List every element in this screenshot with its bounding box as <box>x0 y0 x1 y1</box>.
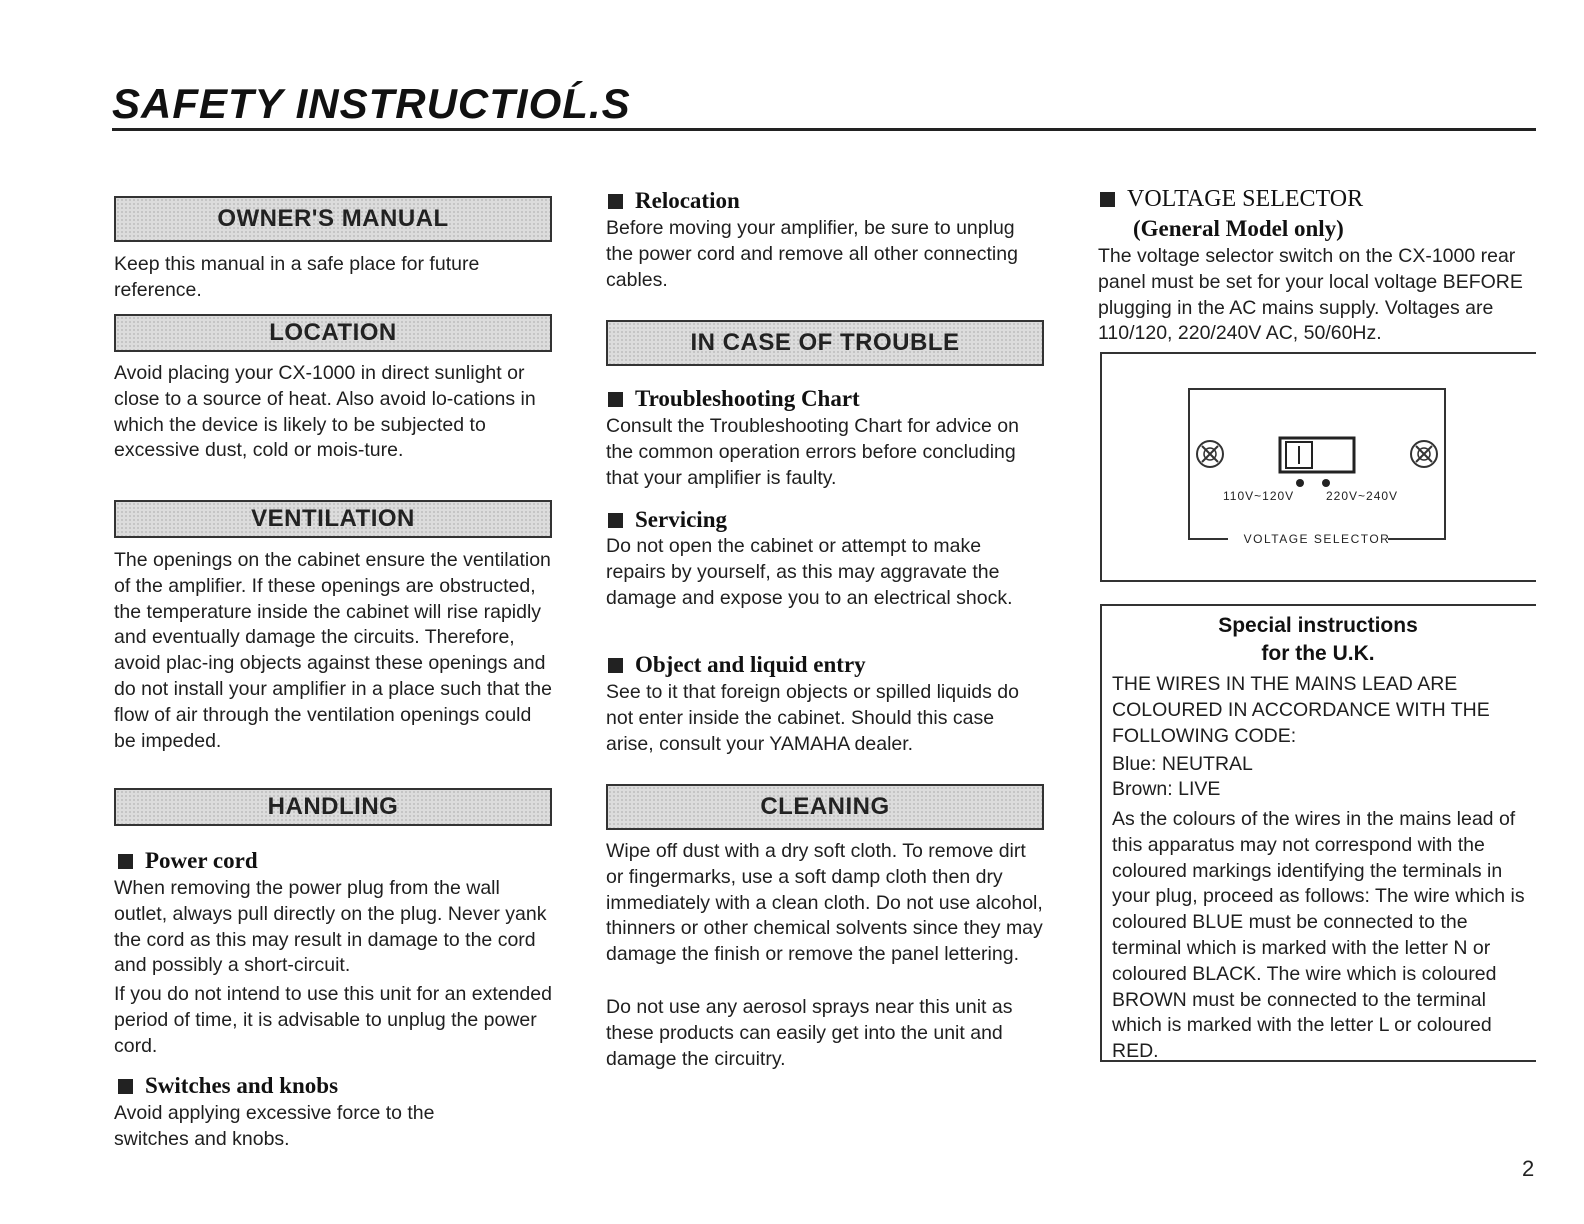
object-liquid-text: See to it that foreign objects or spilled liquids do not enter inside the cabinet. Should this case arise, consult your YAMAHA dealer. <box>606 681 1019 755</box>
servicing-text: Do not open the cabinet or attempt to make repairs by yourself, as this may aggravate the damage and expose you to an electrical shock. <box>606 535 1013 609</box>
voltage-selector-caption: VOLTAGE SELECTOR <box>1243 532 1391 546</box>
uk-blue-code: Blue: NEUTRAL <box>1112 753 1253 775</box>
servicing-heading <box>608 507 727 533</box>
switches-heading <box>118 1073 338 1099</box>
switches-text: Avoid applying excessive force to the switches and knobs. <box>114 1102 435 1150</box>
cleaning-text-1: Wipe off dust with a dry soft cloth. To remove dirt or fingermarks, use a soft damp cloth then dry immediately with a clean cloth. Do not use alcohol, thinners or other chemical solvents since they may damage the finish or remove the panel lettering. <box>606 840 1043 966</box>
troubleshooting-chart-heading-label: Troubleshooting Chart <box>635 386 860 411</box>
screw-right-icon <box>1411 441 1437 467</box>
relocation-heading-label: Relocation <box>635 188 740 213</box>
indicator-dot-right <box>1322 479 1330 487</box>
troubleshooting-chart-heading <box>608 386 860 412</box>
square-bullet-icon <box>608 658 623 673</box>
uk-wires-notice: THE WIRES IN THE MAINS LEAD ARE COLOURED IN ACCORDANCE WITH THE FOLLOWING CODE: <box>1112 673 1490 747</box>
power-cord-text-1: When removing the power plug from the wall outlet, always pull directly on the plug. Never yank the cord as this may result in damage to the cord and possibly a short-circuit. <box>114 877 547 977</box>
square-bullet-icon <box>608 194 623 209</box>
ventilation-banner-label: VENTILATION <box>251 505 415 532</box>
cleaning-banner <box>606 784 1044 830</box>
location-banner-label: LOCATION <box>269 319 397 346</box>
cleaning-banner-label: CLEANING <box>760 793 890 820</box>
switches-heading-label: Switches and knobs <box>145 1073 339 1098</box>
owners-manual-text: Keep this manual in a safe place for future reference. <box>114 253 480 301</box>
handling-banner <box>114 788 552 826</box>
handling-banner-label: HANDLING <box>267 793 399 820</box>
owners-manual-banner-label: OWNER'S MANUAL <box>217 205 449 232</box>
square-bullet-icon <box>608 513 623 528</box>
power-cord-heading-label: Power cord <box>145 848 258 873</box>
indicator-dot-left <box>1296 479 1304 487</box>
square-bullet-icon <box>1100 192 1115 207</box>
square-bullet-icon <box>118 854 133 869</box>
ventilation-text: The openings on the cabinet ensure the ventilation of the amplifier. If these openings are obstructed, the temperature inside the cabinet will rise rapidly and eventually damage the circuits. Therefore, avoid plac-ing objects against these openings and do not install your amplifier in a place such that the flow of air through the ventilation openings could be impeded. <box>114 549 552 752</box>
object-liquid-heading-label: Object and liquid entry <box>635 652 866 677</box>
owners-manual-banner <box>114 196 552 242</box>
location-text: Avoid placing your CX-1000 in direct sunlight or close to a source of heat. Also avoid lo-cations in which the device is likely to be subjected to excessive dust, cold or mois-ture. <box>114 362 536 462</box>
screw-left-icon <box>1197 441 1223 467</box>
servicing-heading-label: Servicing <box>635 507 727 532</box>
relocation-heading <box>608 188 740 214</box>
uk-title-line-1: Special instructions <box>1218 614 1418 637</box>
uk-brown-code: Brown: LIVE <box>1112 778 1221 800</box>
cleaning-text-2: Do not use any aerosol sprays near this unit as these products can easily get into the unit and damage the circuitry. <box>606 996 1013 1070</box>
voltage-selector-heading-label: VOLTAGE SELECTOR <box>1127 186 1364 212</box>
title-divider <box>112 128 1536 131</box>
square-bullet-icon <box>118 1079 133 1094</box>
object-liquid-heading <box>608 652 866 678</box>
location-banner <box>114 314 552 352</box>
uk-title-line-2: for the U.K. <box>1261 642 1375 665</box>
relocation-text: Before moving your amplifier, be sure to unplug the power cord and remove all other connecting cables. <box>606 217 1018 291</box>
page-number: 2 <box>1522 1156 1535 1181</box>
square-bullet-icon <box>608 392 623 407</box>
power-cord-text-2: If you do not intend to use this unit for an extended period of time, it is advisable to unplug the power cord. <box>114 983 552 1057</box>
voltage-selector-diagram <box>1188 388 1446 548</box>
slide-switch-icon <box>1280 438 1354 472</box>
trouble-banner-label: IN CASE OF TROUBLE <box>690 329 960 356</box>
ventilation-banner <box>114 500 552 538</box>
page-title: SAFETY INSTRUCTIOĹ.S <box>112 80 631 127</box>
trouble-banner <box>606 320 1044 366</box>
voltage-selector-text: The voltage selector switch on the CX-1000 rear panel must be set for your local voltage BEFORE plugging in the AC mains supply. Voltages are 110/120, 220/240V AC, 50/60Hz. <box>1098 245 1523 345</box>
voltage-label-right: 220V~240V <box>1326 489 1399 503</box>
voltage-selector-heading <box>1100 186 1363 213</box>
power-cord-heading <box>118 848 258 874</box>
uk-wiring-text: As the colours of the wires in the mains lead of this apparatus may not correspond with the coloured markings identifying the terminals in your plug, proceed as follows: The wire which is coloured BLUE must be connected to the terminal which is marked with the letter N or coloured BLACK. The wire which is coloured BROWN must be connected to the terminal which is marked with the letter L or coloured RED. <box>1112 808 1525 1063</box>
voltage-selector-subheading: (General Model only) <box>1133 216 1344 241</box>
troubleshooting-chart-text: Consult the Troubleshooting Chart for advice on the common operation errors before concluding that your amplifier is faulty. <box>606 415 1019 489</box>
voltage-label-left: 110V~120V <box>1223 489 1295 503</box>
